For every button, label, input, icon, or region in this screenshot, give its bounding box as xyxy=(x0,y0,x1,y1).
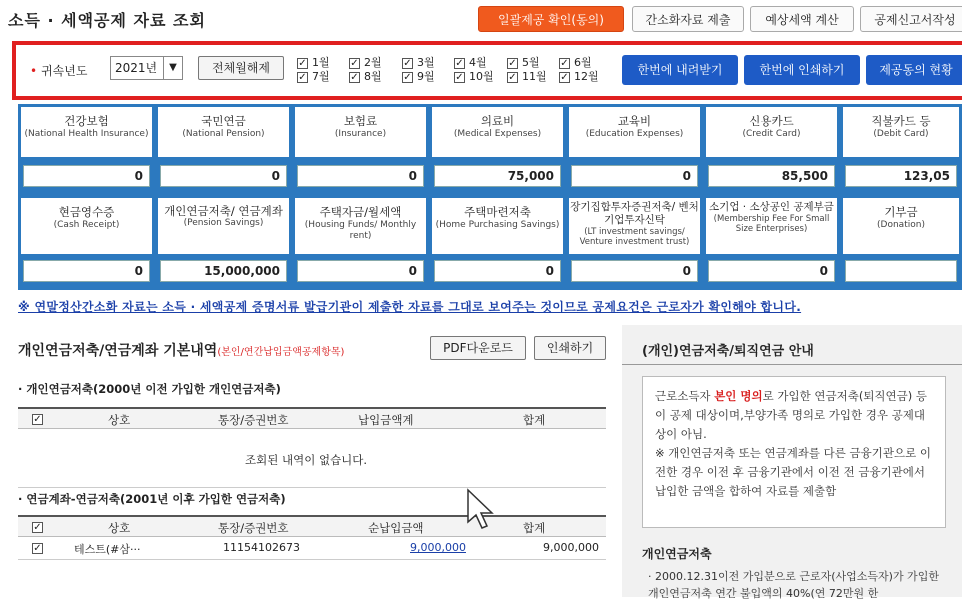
card-lt-investment: 장기집합투자증권저축/ 벤처기업투자신탁 (LT investment savings/ Venture investment trust) 0 xyxy=(566,195,703,287)
table1-header: ✓ 상호 통장/증권번호 납입금액계 합계 xyxy=(18,407,606,429)
card-pension-savings: 개인연금저축/ 연금계좌 (Pension Savings) 15,000,000 xyxy=(155,195,292,287)
pdf-download-button[interactable]: PDF다운로드 xyxy=(430,336,526,360)
card-national-pension: 국민연금 (National Pension) 0 xyxy=(155,104,292,192)
deduction-form-button[interactable]: 공제신고서작성 xyxy=(860,6,962,32)
card-education: 교육비 (Education Expenses) 0 xyxy=(566,104,703,192)
month-checkbox-8[interactable]: ✓ 8월 xyxy=(350,70,382,83)
checkbox-icon: ✓ xyxy=(298,71,307,83)
year-label: • 귀속년도 xyxy=(30,64,88,78)
year-select[interactable]: 2021년 ▼ xyxy=(110,56,183,80)
table-row: ✓ 테스트(#삼··· 11154102673 9,000,000 9,000,000 xyxy=(18,538,606,560)
empty-message: 조회된 내역이 없습니다. xyxy=(245,453,368,467)
card-debit-card: 직불카드 등 (Debit Card) 123,05 xyxy=(840,104,962,192)
checkbox-icon[interactable]: ✓ xyxy=(33,522,42,533)
month-checkbox-7[interactable]: ✓ 7월 xyxy=(298,70,330,83)
card-value[interactable]: 0 xyxy=(297,260,424,282)
consent-status-button[interactable]: 제공동의 현황 xyxy=(866,55,962,85)
info-subtitle: 개인연금저축 xyxy=(642,547,712,561)
info-box: 근로소득자 본인 명의로 가입한 연금저축(퇴직연금) 등이 공제 대상이며,부양가족 명의로 가입한 경우 공제대상이 아님. ※ 개인연금저축 또는 연금계좌를 다른 금융기관으로 이전한 경우 이전 후 금융기관에서 이전 전 금융기관에서 납입한 금액을 합하여 자료를 제출함 xyxy=(642,376,946,528)
card-value[interactable]: 0 xyxy=(23,260,150,282)
notice-text[interactable]: ※ 연말정산간소화 자료는 소득 · 세액공제 증명서류 발급기관이 제출한 자료를 그대로 보여주는 것이므로 공제요건은 근로자가 확인해야 합니다. xyxy=(18,300,802,314)
chevron-down-icon: ▼ xyxy=(163,57,182,79)
print-button[interactable]: 인쇄하기 xyxy=(534,336,606,360)
card-credit-card: 신용카드 (Credit Card) 85,500 xyxy=(703,104,840,192)
card-insurance: 보험료 (Insurance) 0 xyxy=(292,104,429,192)
month-checkbox-10[interactable]: ✓ 10월 xyxy=(455,70,494,83)
bulk-consent-button[interactable]: 일괄제공 확인(동의) xyxy=(478,6,624,32)
card-value[interactable]: 0 xyxy=(571,165,698,187)
checkbox-icon: ✓ xyxy=(560,71,569,83)
month-checkbox-6[interactable]: ✓ 6월 xyxy=(560,56,592,69)
card-value[interactable]: 85,500 xyxy=(708,165,835,187)
checkbox-icon[interactable]: ✓ xyxy=(33,543,42,554)
month-checkbox-4[interactable]: ✓ 4월 xyxy=(455,56,487,69)
checkbox-icon: ✓ xyxy=(455,57,464,69)
card-health-insurance: 건강보험 (National Health Insurance) 0 xyxy=(18,104,155,192)
card-small-enterprise: 소기업 · 소상공인 공제부금 (Membership Fee For Small Size Enterprises) 0 xyxy=(703,195,840,287)
checkbox-icon: ✓ xyxy=(403,57,412,69)
card-donation: 기부금 (Donation) xyxy=(840,195,962,287)
card-value[interactable] xyxy=(845,260,957,282)
subsection-pension-account: · 연금계좌-연금저축(2001년 이후 가입한 연금저축) xyxy=(18,492,286,506)
divider xyxy=(622,364,962,365)
info-title: (개인)연금저축/퇴직연금 안내 xyxy=(642,344,814,359)
checkbox-icon: ✓ xyxy=(508,71,517,83)
month-checkbox-1[interactable]: ✓ 1월 xyxy=(298,56,330,69)
checkbox-icon[interactable]: ✓ xyxy=(33,414,42,425)
checkbox-icon: ✓ xyxy=(298,57,307,69)
card-medical: 의료비 (Medical Expenses) 75,000 xyxy=(429,104,566,192)
checkbox-icon: ✓ xyxy=(508,57,517,69)
month-checkbox-9[interactable]: ✓ 9월 xyxy=(403,70,435,83)
card-value[interactable]: 123,05 xyxy=(845,165,957,187)
card-value[interactable]: 0 xyxy=(297,165,424,187)
card-value[interactable]: 0 xyxy=(708,260,835,282)
checkbox-icon: ✓ xyxy=(403,71,412,83)
checkbox-icon: ✓ xyxy=(350,71,359,83)
table2-header: ✓ 상호 통장/증권번호 순납입금액 합계 xyxy=(18,515,606,537)
deselect-all-months-button[interactable]: 전체월해제 xyxy=(198,56,284,80)
card-value[interactable]: 0 xyxy=(23,165,150,187)
page-title: 소득 · 세액공제 자료 조회 xyxy=(8,11,206,30)
card-value[interactable]: 0 xyxy=(434,260,561,282)
card-value[interactable]: 0 xyxy=(160,165,287,187)
month-checkbox-12[interactable]: ✓ 12월 xyxy=(560,70,599,83)
card-housing-funds: 주택자금/월세액 (Housing Funds/ Monthly rent) 0 xyxy=(292,195,429,287)
month-checkbox-5[interactable]: ✓ 5월 xyxy=(508,56,540,69)
card-value[interactable]: 75,000 xyxy=(434,165,561,187)
subsection-personal-pension: · 개인연금저축(2000년 이전 가입한 개인연금저축) xyxy=(18,382,281,396)
month-checkbox-3[interactable]: ✓ 3월 xyxy=(403,56,435,69)
checkbox-icon: ✓ xyxy=(455,71,464,83)
section-title: 개인연금저축/연금계좌 기본내역(본인/연간납입금액공제항목) xyxy=(18,343,345,359)
info-subtext: · 2000.12.31이전 가입분으로 근로자(사업소득자)가 가입한 개인연금저축 연간 불입액의 40%(연 72만원 한 xyxy=(648,570,939,600)
submit-simplified-data-button[interactable]: 간소화자료 제출 xyxy=(632,6,744,32)
mouse-cursor-icon xyxy=(466,488,498,530)
card-value[interactable]: 0 xyxy=(571,260,698,282)
print-all-button[interactable]: 한번에 인쇄하기 xyxy=(744,55,860,85)
checkbox-icon: ✓ xyxy=(350,57,359,69)
card-home-purchasing: 주택마련저축 (Home Purchasing Savings) 0 xyxy=(429,195,566,287)
card-cash-receipt: 현금영수증 (Cash Receipt) 0 xyxy=(18,195,155,287)
download-all-button[interactable]: 한번에 내려받기 xyxy=(622,55,738,85)
estimated-tax-button[interactable]: 예상세액 계산 xyxy=(750,6,854,32)
month-checkbox-11[interactable]: ✓ 11월 xyxy=(508,70,547,83)
checkbox-icon: ✓ xyxy=(560,57,569,69)
card-value[interactable]: 15,000,000 xyxy=(160,260,287,282)
amount-link[interactable]: 9,000,000 xyxy=(410,541,466,554)
month-checkbox-2[interactable]: ✓ 2월 xyxy=(350,56,382,69)
